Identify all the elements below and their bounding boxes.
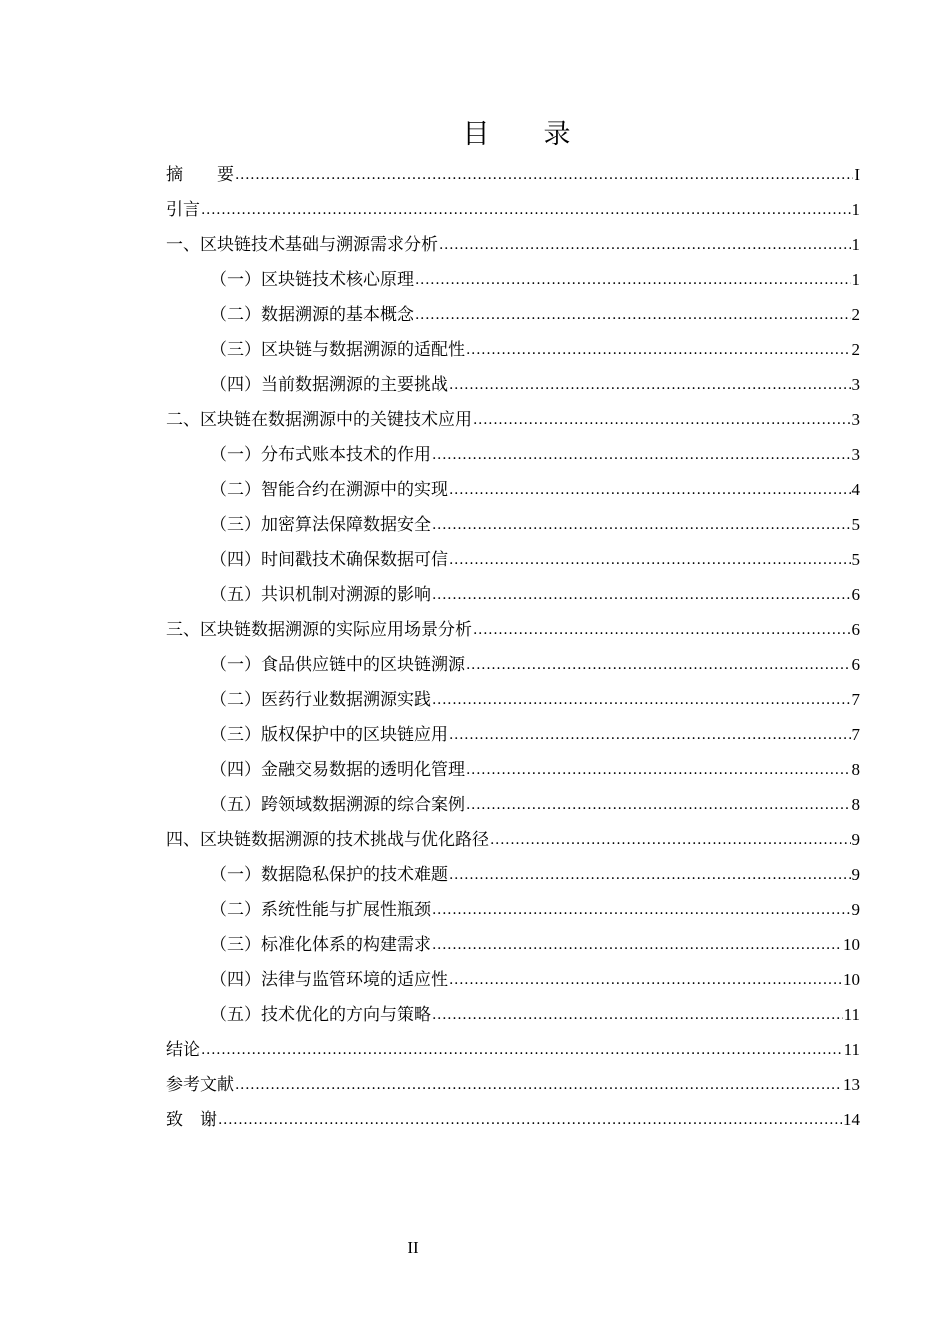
toc-entry-page: 9 [851, 900, 860, 919]
toc-dot-leader [439, 227, 851, 263]
toc-entry-label: （二）系统性能与扩展性瓶颈 [210, 900, 431, 920]
toc-entry[interactable] [166, 157, 860, 192]
toc-entry[interactable] [166, 822, 860, 857]
toc-entry-page: 1 [851, 235, 860, 254]
toc-dot-leader [432, 682, 851, 718]
toc-entry-label: 摘 要 [166, 165, 234, 185]
toc-entry[interactable] [166, 192, 860, 227]
toc-entry-label: （三）标准化体系的构建需求 [210, 935, 431, 955]
toc-entry-label: （三）版权保护中的区块链应用 [210, 725, 448, 745]
toc-entry[interactable] [166, 717, 860, 752]
toc-entry-page: 10 [843, 935, 860, 954]
toc-entry[interactable] [166, 962, 860, 997]
toc-dot-leader [473, 402, 851, 438]
toc-dot-leader [466, 787, 851, 823]
toc-entry[interactable] [166, 647, 860, 682]
toc-entry-label: 结论 [166, 1040, 200, 1060]
toc-entry[interactable] [166, 892, 860, 927]
toc-entry[interactable] [166, 367, 860, 402]
toc-entry-page: 13 [843, 1075, 860, 1094]
toc-entry-label: 二、区块链在数据溯源中的关键技术应用 [166, 410, 472, 430]
toc-dot-leader [473, 612, 851, 648]
toc-entry-page: 1 [851, 200, 860, 219]
toc-entry[interactable] [166, 787, 860, 822]
toc-dot-leader [449, 857, 851, 893]
toc-dot-leader [449, 367, 851, 403]
toc-entry-label: 三、区块链数据溯源的实际应用场景分析 [166, 620, 472, 640]
toc-entry[interactable] [166, 997, 860, 1032]
toc-dot-leader [449, 472, 851, 508]
toc-entry-label: （一）分布式账本技术的作用 [210, 445, 431, 465]
toc-dot-leader [432, 437, 851, 473]
toc-entry-label: （二）医药行业数据溯源实践 [210, 690, 431, 710]
toc-entry-page: 2 [851, 305, 860, 324]
toc-entry[interactable] [166, 927, 860, 962]
toc-entry[interactable] [166, 612, 860, 647]
toc-entry[interactable] [166, 262, 860, 297]
toc-entry-page: 3 [851, 410, 860, 429]
toc-entry[interactable] [166, 577, 860, 612]
toc-entry-page: 4 [851, 480, 860, 499]
toc-dot-leader [449, 542, 851, 578]
toc-entry-label: （五）跨领域数据溯源的综合案例 [210, 795, 465, 815]
toc-entry-label: 致 谢 [166, 1110, 217, 1130]
toc-entry-page: I [854, 165, 860, 184]
toc-entry-label: （四）法律与监管环境的适应性 [210, 970, 448, 990]
toc-dot-leader [466, 752, 851, 788]
toc-entry[interactable] [166, 297, 860, 332]
toc-dot-leader [432, 927, 842, 963]
toc-dot-leader [466, 647, 851, 683]
toc-entry-page: 5 [851, 550, 860, 569]
toc-entry-label: （四）金融交易数据的透明化管理 [210, 760, 465, 780]
toc-dot-leader [432, 997, 843, 1033]
toc-entry-label: 引言 [166, 200, 200, 220]
toc-entry-page: 2 [851, 340, 860, 359]
toc-dot-leader [490, 822, 851, 858]
toc-entry-page: 3 [851, 375, 860, 394]
toc-entry-label: （三）区块链与数据溯源的适配性 [210, 340, 465, 360]
toc-entry-page: 9 [851, 830, 860, 849]
toc-entry-label: （二）智能合约在溯源中的实现 [210, 480, 448, 500]
toc-dot-leader [415, 262, 851, 298]
toc-entry-label: （一）食品供应链中的区块链溯源 [210, 655, 465, 675]
toc-entry-label: （三）加密算法保障数据安全 [210, 515, 431, 535]
toc-dot-leader [218, 1102, 842, 1138]
toc-entry-label: （一）数据隐私保护的技术难题 [210, 865, 448, 885]
toc-entry[interactable] [166, 472, 860, 507]
toc-entry-page: 7 [851, 690, 860, 709]
toc-entry-label: （一）区块链技术核心原理 [210, 270, 414, 290]
toc-entry[interactable] [166, 857, 860, 892]
toc-entry-page: 11 [843, 1040, 860, 1059]
toc-entry-page: 5 [851, 515, 860, 534]
toc-dot-leader [235, 1067, 842, 1103]
toc-entry[interactable] [166, 437, 860, 472]
toc-entry-label: （二）数据溯源的基本概念 [210, 305, 414, 325]
toc-entry-page: 1 [851, 270, 860, 289]
toc-dot-leader [432, 507, 851, 543]
toc-entry-label: （五）技术优化的方向与策略 [210, 1005, 431, 1025]
toc-dot-leader [466, 332, 851, 368]
toc-entry-label: 一、区块链技术基础与溯源需求分析 [166, 235, 438, 255]
toc-entry-page: 3 [851, 445, 860, 464]
toc-entry[interactable] [166, 227, 860, 262]
toc-entry-label: （五）共识机制对溯源的影响 [210, 585, 431, 605]
toc-entry[interactable] [166, 1032, 860, 1067]
toc-entry-page: 10 [843, 970, 860, 989]
table-of-contents [166, 157, 860, 1137]
toc-title: 目 录 [462, 119, 571, 150]
toc-entry-page: 8 [851, 760, 860, 779]
toc-entry[interactable] [166, 1067, 860, 1102]
toc-entry[interactable] [166, 752, 860, 787]
toc-entry-label: 参考文献 [166, 1075, 234, 1095]
toc-entry[interactable] [166, 682, 860, 717]
toc-entry-page: 6 [851, 655, 860, 674]
toc-entry[interactable] [166, 332, 860, 367]
toc-entry[interactable] [166, 1102, 860, 1137]
toc-dot-leader [201, 192, 851, 228]
toc-dot-leader [449, 962, 842, 998]
toc-entry-label: （四）时间戳技术确保数据可信 [210, 550, 448, 570]
toc-entry-page: 14 [843, 1110, 860, 1129]
toc-dot-leader [235, 157, 853, 193]
toc-dot-leader [449, 717, 851, 753]
toc-entry[interactable] [166, 402, 860, 437]
toc-entry-page: 6 [851, 620, 860, 639]
toc-entry[interactable] [166, 542, 860, 577]
page-number: II [407, 1238, 419, 1257]
toc-dot-leader [432, 892, 851, 928]
toc-entry-label: 四、区块链数据溯源的技术挑战与优化路径 [166, 830, 489, 850]
toc-dot-leader [201, 1032, 843, 1068]
toc-dot-leader [432, 577, 851, 613]
toc-dot-leader [415, 297, 851, 333]
toc-entry-page: 7 [851, 725, 860, 744]
toc-entry-page: 11 [843, 1005, 860, 1024]
toc-entry-label: （四）当前数据溯源的主要挑战 [210, 375, 448, 395]
toc-entry-page: 9 [851, 865, 860, 884]
toc-entry[interactable] [166, 507, 860, 542]
toc-entry-page: 8 [851, 795, 860, 814]
toc-entry-page: 6 [851, 585, 860, 604]
